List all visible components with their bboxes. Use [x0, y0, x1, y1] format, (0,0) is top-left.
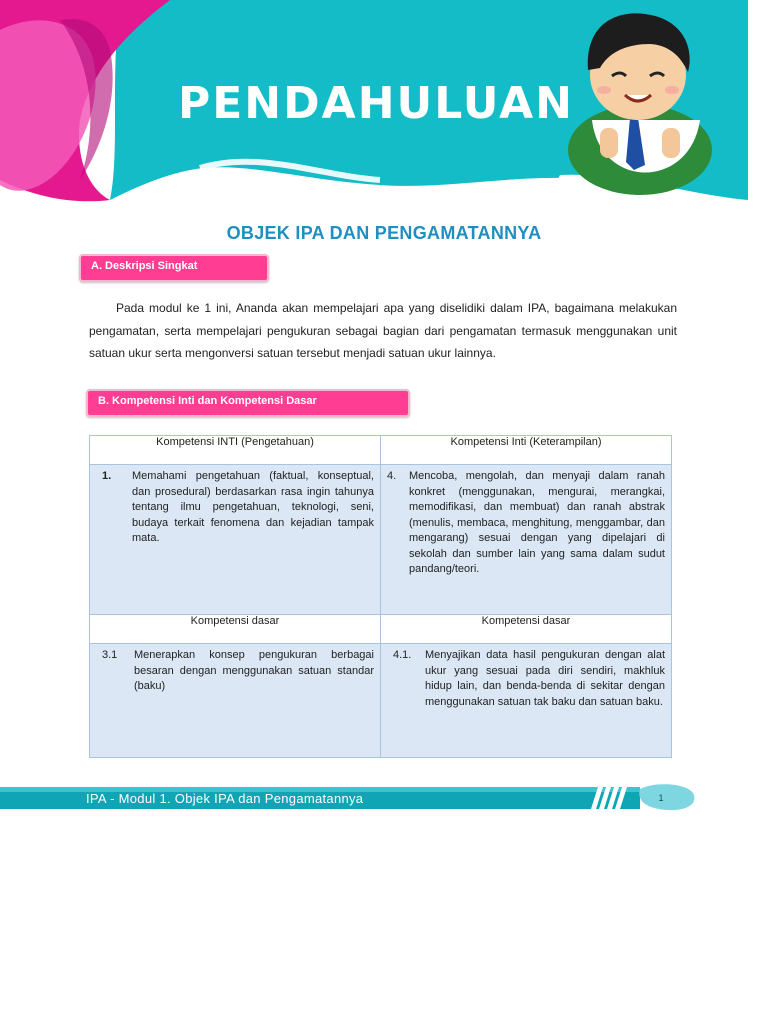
- header-ki-pengetahuan: Kompetensi INTI (Pengetahuan): [90, 436, 381, 465]
- footer-text: IPA - Modul 1. Objek IPA dan Pengamatannya: [86, 791, 364, 806]
- ki-left-cell: [90, 465, 381, 615]
- description-paragraph: [89, 297, 677, 365]
- ki-left-text: Memahami pengetahuan (faktual, konseptual, dan prosedural) berdasarkan rasa ingin tahunya tentang ilmu pengetahuan, teknologi, seni, budaya terkait fenomena dan kejadian tampak mata.: [132, 470, 374, 544]
- header-banner: [0, 0, 768, 215]
- page-title: OBJEK IPA DAN PENGAMATANNYA: [226, 223, 542, 243]
- kd-left-cell: [90, 644, 381, 758]
- ki-right-text: Mencoba, mengolah, dan menyaji dalam ranah konkret (menggunakan, mengurai, merangkai, memodifikasi, dan membuat) dan ranah abstrak (menulis, membaca, menghitung, menggambar, dan mengarang) sesuai dengan yang dipelajari di sekolah dan sumber lain yang sama dalam sudut pandang/teori.: [409, 470, 665, 575]
- kd-right-text: Menyajikan data hasil pengukuran dengan alat ukur yang sesuai pada diri sendiri, makhluk hidup lain, dan benda-benda di sekitar dengan menggunakan satuan tak baku dan satuan baku.: [425, 649, 665, 708]
- kd-right-cell: [381, 644, 672, 758]
- kd-left-text: Menerapkan konsep pengukuran berbagai besaran dengan menggunakan satuan standar (baku): [134, 649, 374, 692]
- banner-heading: PENDAHULUAN: [178, 78, 574, 129]
- competency-table: [89, 435, 672, 758]
- page-number: 1: [658, 793, 664, 803]
- header-ki-keterampilan: Kompetensi Inti (Keterampilan): [381, 436, 672, 465]
- header-kd-left: Kompetensi dasar: [90, 615, 381, 644]
- section-a-label: A. Deskripsi Singkat: [79, 254, 269, 282]
- description-text: Pada modul ke 1 ini, Ananda akan mempelajari apa yang diselidiki dalam IPA, bagaimana melakukan pengamatan, serta mempelajari pengukuran sebagai bagian dari pengamatan termasuk menggunakan unit satuan ukur serta mengonversi satuan tersebut menjadi satuan ukur lainnya.: [89, 301, 677, 360]
- ki-right-number: 4.: [387, 470, 397, 482]
- ki-right-cell: [381, 465, 672, 615]
- kd-left-number: 3.1: [102, 649, 118, 661]
- section-b-label: B. Kompetensi Inti dan Kompetensi Dasar: [86, 389, 410, 417]
- ki-left-number: 1.: [102, 470, 112, 482]
- kd-right-number: 4.1.: [393, 649, 412, 661]
- header-kd-right: Kompetensi dasar: [381, 615, 672, 644]
